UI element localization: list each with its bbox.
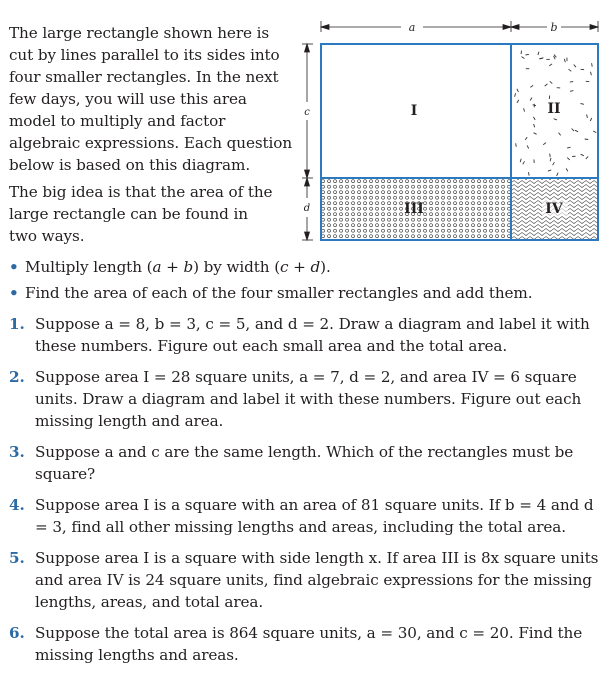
question-text: Suppose area I is a square with side length x. If area III is 8x square units and area IV is 24 square units, find algebraic expressions for the missing lengths, areas, and total area. <box>35 549 599 611</box>
region-3-label: III <box>404 201 424 217</box>
intro-paragraph-1: The large rectangle shown here is cut by lines parallel to its sides into four smaller rectangles. In the next few days, you will use this area model to multiply and factor algebraic expressions. Each question below is based on this diagram. <box>9 24 293 174</box>
label-b: b <box>550 21 558 34</box>
question-item <box>9 313 607 357</box>
question-number: 1. <box>9 315 25 333</box>
question-number: 5. <box>9 549 25 567</box>
bullet-item: • Find the area of each of the four smaller rectangles and add them. <box>9 284 533 302</box>
dimension-a <box>321 21 511 32</box>
question-text: Suppose area I = 28 square units, a = 7, d = 2, and area IV = 6 square units. Draw a diagram and label it with these numbers. Figure out each missing length and area. <box>35 368 582 430</box>
question-number: 6. <box>9 624 25 642</box>
label-c: c <box>304 107 310 118</box>
area-model-diagram <box>296 8 606 248</box>
question-item <box>9 622 607 666</box>
question-text: Suppose area I is a square with an area of 81 square units. If b = 4 and d = 3, find all other missing lengths and areas, including the total area. <box>35 496 594 536</box>
intro-paragraph-2: The big idea is that the area of the large rectangle can be found in two ways. <box>9 183 273 245</box>
label-d: d <box>303 203 311 214</box>
bullet-item: • Multiply length (a + b) by width (c + d). <box>9 258 331 276</box>
question-list <box>9 313 607 675</box>
label-a: a <box>408 21 416 34</box>
question-text: Suppose a and c are the same length. Which of the rectangles must be square? <box>35 443 574 483</box>
question-number: 2. <box>9 368 25 386</box>
bullet-icon: • <box>9 258 19 276</box>
bullet-icon: • <box>9 284 19 302</box>
question-item <box>9 547 607 613</box>
question-item <box>9 366 607 432</box>
bullet-list <box>9 256 607 308</box>
question-item <box>9 494 607 538</box>
region-4-label: IV <box>545 201 563 217</box>
question-number: 4. <box>9 496 25 514</box>
question-text: Suppose the total area is 864 square units, a = 30, and c = 20. Find the missing lengths and areas. <box>35 624 583 664</box>
question-text: Suppose a = 8, b = 3, c = 5, and d = 2. Draw a diagram and label it with these numbers. Figure out each small area and the total area. <box>35 315 590 355</box>
region-1-label: I <box>410 103 418 119</box>
question-item <box>9 441 607 485</box>
question-number: 3. <box>9 443 25 461</box>
region-2-label: II <box>547 101 561 117</box>
